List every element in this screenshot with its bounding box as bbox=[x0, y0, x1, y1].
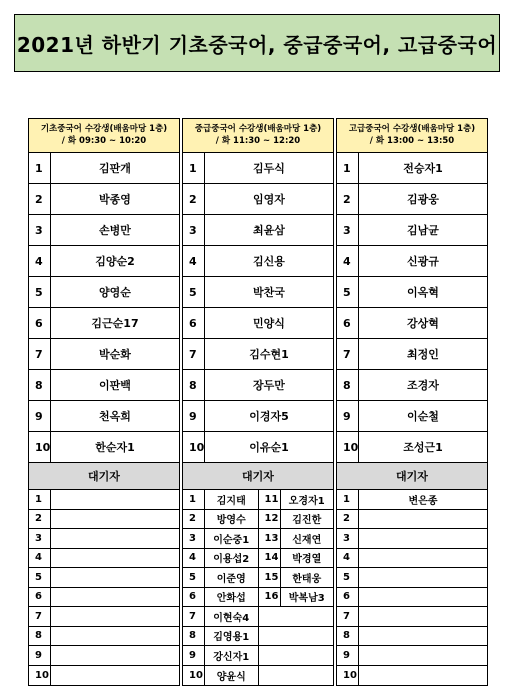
student-name: 이옥혁 bbox=[407, 286, 439, 299]
row-number: 5 bbox=[183, 277, 205, 307]
waitlist-split bbox=[183, 646, 333, 665]
waitlist-name: 김지태 bbox=[216, 495, 246, 507]
waitlist-number: 5 bbox=[29, 568, 51, 587]
waitlist-name bbox=[359, 646, 487, 665]
student-name: 김수현1 bbox=[249, 348, 289, 361]
row-number: 9 bbox=[29, 401, 51, 431]
waitlist-number: 7 bbox=[183, 607, 205, 626]
waitlist-row bbox=[29, 529, 179, 549]
waitlist-name bbox=[359, 568, 487, 587]
row-number: 10 bbox=[337, 432, 359, 462]
student-name: 김판개 bbox=[99, 162, 131, 175]
student-name: 양영순 bbox=[99, 286, 131, 299]
student-row bbox=[29, 401, 179, 432]
waitlist-row bbox=[183, 627, 333, 647]
waitlist-name: 박복남3 bbox=[288, 593, 325, 605]
waitlist-number: 4 bbox=[337, 549, 359, 568]
waitlist-name bbox=[359, 549, 487, 568]
waitlist-name: 강신자1 bbox=[213, 651, 250, 663]
waitlist-row bbox=[183, 666, 333, 686]
waitlist-right bbox=[258, 588, 334, 607]
student-row bbox=[337, 184, 487, 215]
row-number: 10 bbox=[29, 432, 51, 462]
waitlist-name: 박경열 bbox=[292, 554, 322, 566]
student-name: 박찬국 bbox=[253, 286, 285, 299]
row-number: 8 bbox=[183, 370, 205, 400]
row-number: 1 bbox=[337, 153, 359, 183]
waitlist-name bbox=[51, 607, 179, 626]
waitlist-number: 10 bbox=[337, 666, 359, 686]
row-number: 5 bbox=[29, 277, 51, 307]
student-row bbox=[183, 308, 333, 339]
student-name: 장두만 bbox=[253, 379, 285, 392]
waitlist-name bbox=[51, 490, 179, 509]
student-row bbox=[183, 215, 333, 246]
student-row bbox=[29, 184, 179, 215]
row-number: 7 bbox=[337, 339, 359, 369]
row-number: 6 bbox=[29, 308, 51, 338]
waitlist-left bbox=[183, 588, 258, 607]
row-number: 9 bbox=[337, 401, 359, 431]
waitlist-name bbox=[359, 588, 487, 607]
waitlist-number: 6 bbox=[337, 588, 359, 607]
student-row bbox=[183, 370, 333, 401]
waitlist-split bbox=[183, 490, 333, 509]
waitlist-right bbox=[258, 607, 334, 626]
waitlist-name bbox=[51, 627, 179, 646]
row-number: 6 bbox=[337, 308, 359, 338]
waitlist-name: 오경자1 bbox=[288, 495, 325, 507]
header-line-1: 기초중국어 수강생(배움마당 1층) bbox=[40, 124, 168, 134]
row-number: 1 bbox=[29, 153, 51, 183]
student-name: 임영자 bbox=[253, 193, 285, 206]
student-row bbox=[183, 277, 333, 308]
waitlist-row bbox=[183, 607, 333, 627]
waitlist-number: 14 bbox=[259, 549, 281, 568]
waitlist-number: 15 bbox=[259, 568, 281, 587]
student-row bbox=[29, 370, 179, 401]
row-number: 2 bbox=[183, 184, 205, 214]
waitlist-row bbox=[183, 646, 333, 666]
student-name: 박순화 bbox=[99, 348, 131, 361]
waitlist-name: 방영수 bbox=[216, 515, 246, 527]
student-name: 김두식 bbox=[253, 162, 285, 175]
waitlist-number: 4 bbox=[183, 549, 205, 568]
waitlist-row bbox=[337, 568, 487, 588]
waitlist-split bbox=[183, 549, 333, 568]
waitlist-right bbox=[258, 490, 334, 509]
student-row bbox=[29, 153, 179, 184]
waitlist-row bbox=[337, 627, 487, 647]
waitlist-split bbox=[183, 627, 333, 646]
waitlist-name: 한태웅 bbox=[292, 573, 322, 585]
waitlist-name: 이순중1 bbox=[213, 534, 250, 546]
waitlist-number: 5 bbox=[337, 568, 359, 587]
waitlist-name bbox=[51, 646, 179, 665]
waitlist-row bbox=[29, 607, 179, 627]
student-name: 민양식 bbox=[253, 317, 285, 330]
student-row bbox=[29, 339, 179, 370]
waitlist-row bbox=[337, 510, 487, 530]
student-name: 조경자 bbox=[407, 379, 439, 392]
waitlist-name: 김진한 bbox=[292, 515, 322, 527]
waitlist-number: 13 bbox=[259, 529, 281, 548]
waitlist-left bbox=[183, 568, 258, 587]
waitlist-number: 3 bbox=[337, 529, 359, 548]
waitlist-right bbox=[258, 549, 334, 568]
waitlist-number: 5 bbox=[183, 568, 205, 587]
student-row bbox=[337, 370, 487, 401]
waitlist-name: 양윤식 bbox=[216, 671, 246, 683]
waitlist-number: 7 bbox=[29, 607, 51, 626]
waitlist-number: 16 bbox=[259, 588, 281, 607]
waitlist-split bbox=[183, 510, 333, 529]
student-row bbox=[183, 246, 333, 277]
waitlist-split bbox=[183, 666, 333, 686]
waitlist-row bbox=[337, 666, 487, 686]
waitlist-left bbox=[183, 607, 258, 626]
waitlist-name bbox=[51, 568, 179, 587]
student-name: 손병만 bbox=[99, 224, 131, 237]
waitlist-row bbox=[29, 510, 179, 530]
waitlist-right bbox=[258, 646, 334, 665]
waitlist-row bbox=[29, 568, 179, 588]
waitlist-number: 11 bbox=[259, 490, 281, 509]
waitlist-number: 12 bbox=[259, 510, 281, 529]
page-title: 2021년 하반기 기초중국어, 중급중국어, 고급중국어 bbox=[14, 14, 500, 72]
waitlist-row bbox=[337, 588, 487, 608]
waitlist-row bbox=[337, 490, 487, 510]
student-row bbox=[29, 308, 179, 339]
row-number: 4 bbox=[29, 246, 51, 276]
waitlist-number: 8 bbox=[337, 627, 359, 646]
row-number: 5 bbox=[337, 277, 359, 307]
waitlist-name bbox=[359, 666, 487, 686]
waitlist-number: 3 bbox=[29, 529, 51, 548]
student-name: 이순철 bbox=[407, 410, 439, 423]
row-number: 4 bbox=[183, 246, 205, 276]
advanced-class-header bbox=[337, 119, 487, 153]
beginner-class-header bbox=[29, 119, 179, 153]
waitlist-name bbox=[359, 510, 487, 529]
waitlist-left bbox=[183, 666, 258, 686]
waitlist-name: 변은종 bbox=[408, 495, 438, 507]
waitlist-right bbox=[258, 627, 334, 646]
waitlist-number: 2 bbox=[29, 510, 51, 529]
waitlist-left bbox=[183, 510, 258, 529]
advanced-class-table bbox=[336, 118, 488, 686]
waitlist-left bbox=[183, 490, 258, 509]
intermediate-class-table bbox=[182, 118, 334, 686]
student-name: 김광웅 bbox=[407, 193, 439, 206]
student-row bbox=[29, 215, 179, 246]
waitlist-row bbox=[29, 490, 179, 510]
student-name: 김근순17 bbox=[91, 317, 139, 330]
waitlist-row bbox=[29, 627, 179, 647]
waitlist-row bbox=[337, 607, 487, 627]
waitlist-name bbox=[51, 529, 179, 548]
header-line-2: / 화 13:00 ~ 13:50 bbox=[369, 136, 455, 146]
student-name: 신광규 bbox=[407, 255, 439, 268]
row-number: 2 bbox=[337, 184, 359, 214]
student-row bbox=[337, 246, 487, 277]
waitlist-row bbox=[183, 490, 333, 510]
waitlist-row bbox=[183, 529, 333, 549]
student-name: 박종영 bbox=[99, 193, 131, 206]
row-number: 10 bbox=[183, 432, 205, 462]
waitlist-left bbox=[183, 549, 258, 568]
header-line-1: 고급중국어 수강생(배움마당 1층) bbox=[348, 124, 476, 134]
waitlist-number: 7 bbox=[337, 607, 359, 626]
header-line-2: / 화 11:30 ~ 12:20 bbox=[215, 136, 301, 146]
waitlist-row bbox=[183, 588, 333, 608]
waitlist-number: 8 bbox=[29, 627, 51, 646]
waitlist-row bbox=[29, 549, 179, 569]
waitlist-split bbox=[183, 568, 333, 587]
waitlist-row bbox=[337, 529, 487, 549]
waitlist-left bbox=[183, 529, 258, 548]
row-number: 2 bbox=[29, 184, 51, 214]
row-number: 3 bbox=[337, 215, 359, 245]
waitlist-number: 9 bbox=[29, 646, 51, 665]
beginner-class-table bbox=[28, 118, 180, 686]
waitlist-row bbox=[29, 666, 179, 686]
waitlist-name bbox=[51, 588, 179, 607]
waitlist-name bbox=[359, 627, 487, 646]
student-name: 한순자1 bbox=[95, 441, 135, 454]
waitlist-number: 4 bbox=[29, 549, 51, 568]
student-name: 최정인 bbox=[407, 348, 439, 361]
waitlist-name bbox=[359, 529, 487, 548]
student-name: 김양순2 bbox=[95, 255, 135, 268]
student-name: 이유순1 bbox=[249, 441, 289, 454]
student-row bbox=[183, 184, 333, 215]
waitlist-row bbox=[183, 549, 333, 569]
waitlist-number: 1 bbox=[337, 490, 359, 509]
header-line-2: / 화 09:30 ~ 10:20 bbox=[61, 136, 147, 146]
waitlist-row bbox=[183, 568, 333, 588]
student-row bbox=[337, 432, 487, 463]
waitlist-number: 2 bbox=[337, 510, 359, 529]
waitlist-number: 10 bbox=[29, 666, 51, 686]
student-name: 김남균 bbox=[407, 224, 439, 237]
waitlist-name: 김영용1 bbox=[213, 632, 250, 644]
row-number: 3 bbox=[183, 215, 205, 245]
waitlist-number: 2 bbox=[183, 510, 205, 529]
waitlist-name bbox=[51, 510, 179, 529]
waitlist-header: 대기자 bbox=[337, 463, 487, 490]
waitlist-right bbox=[258, 510, 334, 529]
waitlist-right bbox=[258, 666, 334, 686]
student-row bbox=[337, 153, 487, 184]
waitlist-split bbox=[183, 529, 333, 548]
student-row bbox=[183, 339, 333, 370]
waitlist-name bbox=[51, 666, 179, 686]
waitlist-right bbox=[258, 568, 334, 587]
waitlist-name: 신재연 bbox=[292, 534, 322, 546]
waitlist-number: 9 bbox=[337, 646, 359, 665]
waitlist-row bbox=[337, 549, 487, 569]
row-number: 9 bbox=[183, 401, 205, 431]
waitlist-number: 10 bbox=[183, 666, 205, 686]
student-row bbox=[337, 215, 487, 246]
student-name: 최윤삼 bbox=[253, 224, 285, 237]
header-line-1: 중급중국어 수강생(배움마당 1층) bbox=[194, 124, 322, 134]
student-row bbox=[183, 401, 333, 432]
waitlist-number: 1 bbox=[29, 490, 51, 509]
row-number: 4 bbox=[337, 246, 359, 276]
waitlist-left bbox=[183, 646, 258, 665]
row-number: 1 bbox=[183, 153, 205, 183]
student-row bbox=[337, 308, 487, 339]
student-row bbox=[29, 277, 179, 308]
waitlist-number: 3 bbox=[183, 529, 205, 548]
waitlist-name: 이현숙4 bbox=[213, 612, 250, 624]
waitlist-number: 6 bbox=[29, 588, 51, 607]
waitlist-number: 6 bbox=[183, 588, 205, 607]
student-name: 강상혁 bbox=[407, 317, 439, 330]
student-row bbox=[29, 432, 179, 463]
waitlist-name: 이용섭2 bbox=[213, 554, 250, 566]
waitlist-row bbox=[29, 588, 179, 608]
waitlist-row bbox=[29, 646, 179, 666]
waitlist-number: 1 bbox=[183, 490, 205, 509]
row-number: 6 bbox=[183, 308, 205, 338]
row-number: 8 bbox=[337, 370, 359, 400]
waitlist-right bbox=[258, 529, 334, 548]
student-name: 김신용 bbox=[253, 255, 285, 268]
student-row bbox=[337, 277, 487, 308]
row-number: 7 bbox=[29, 339, 51, 369]
row-number: 3 bbox=[29, 215, 51, 245]
student-name: 천옥희 bbox=[99, 410, 131, 423]
waitlist-split bbox=[183, 588, 333, 607]
waitlist-header: 대기자 bbox=[183, 463, 333, 490]
student-name: 이판백 bbox=[99, 379, 131, 392]
student-row bbox=[29, 246, 179, 277]
intermediate-class-header bbox=[183, 119, 333, 153]
row-number: 7 bbox=[183, 339, 205, 369]
student-row bbox=[183, 153, 333, 184]
waitlist-row bbox=[337, 646, 487, 666]
waitlist-row bbox=[183, 510, 333, 530]
waitlist-name bbox=[359, 607, 487, 626]
waitlist-name: 안화섭 bbox=[216, 593, 246, 605]
waitlist-split bbox=[183, 607, 333, 626]
waitlist-number: 9 bbox=[183, 646, 205, 665]
waitlist-name bbox=[51, 549, 179, 568]
waitlist-header: 대기자 bbox=[29, 463, 179, 490]
student-row bbox=[337, 401, 487, 432]
student-name: 전승자1 bbox=[403, 162, 443, 175]
student-name: 이경자5 bbox=[249, 410, 289, 423]
waitlist-name: 이준영 bbox=[216, 573, 246, 585]
waitlist-number: 8 bbox=[183, 627, 205, 646]
student-name: 조성근1 bbox=[403, 441, 443, 454]
student-row bbox=[183, 432, 333, 463]
row-number: 8 bbox=[29, 370, 51, 400]
student-row bbox=[337, 339, 487, 370]
waitlist-left bbox=[183, 627, 258, 646]
